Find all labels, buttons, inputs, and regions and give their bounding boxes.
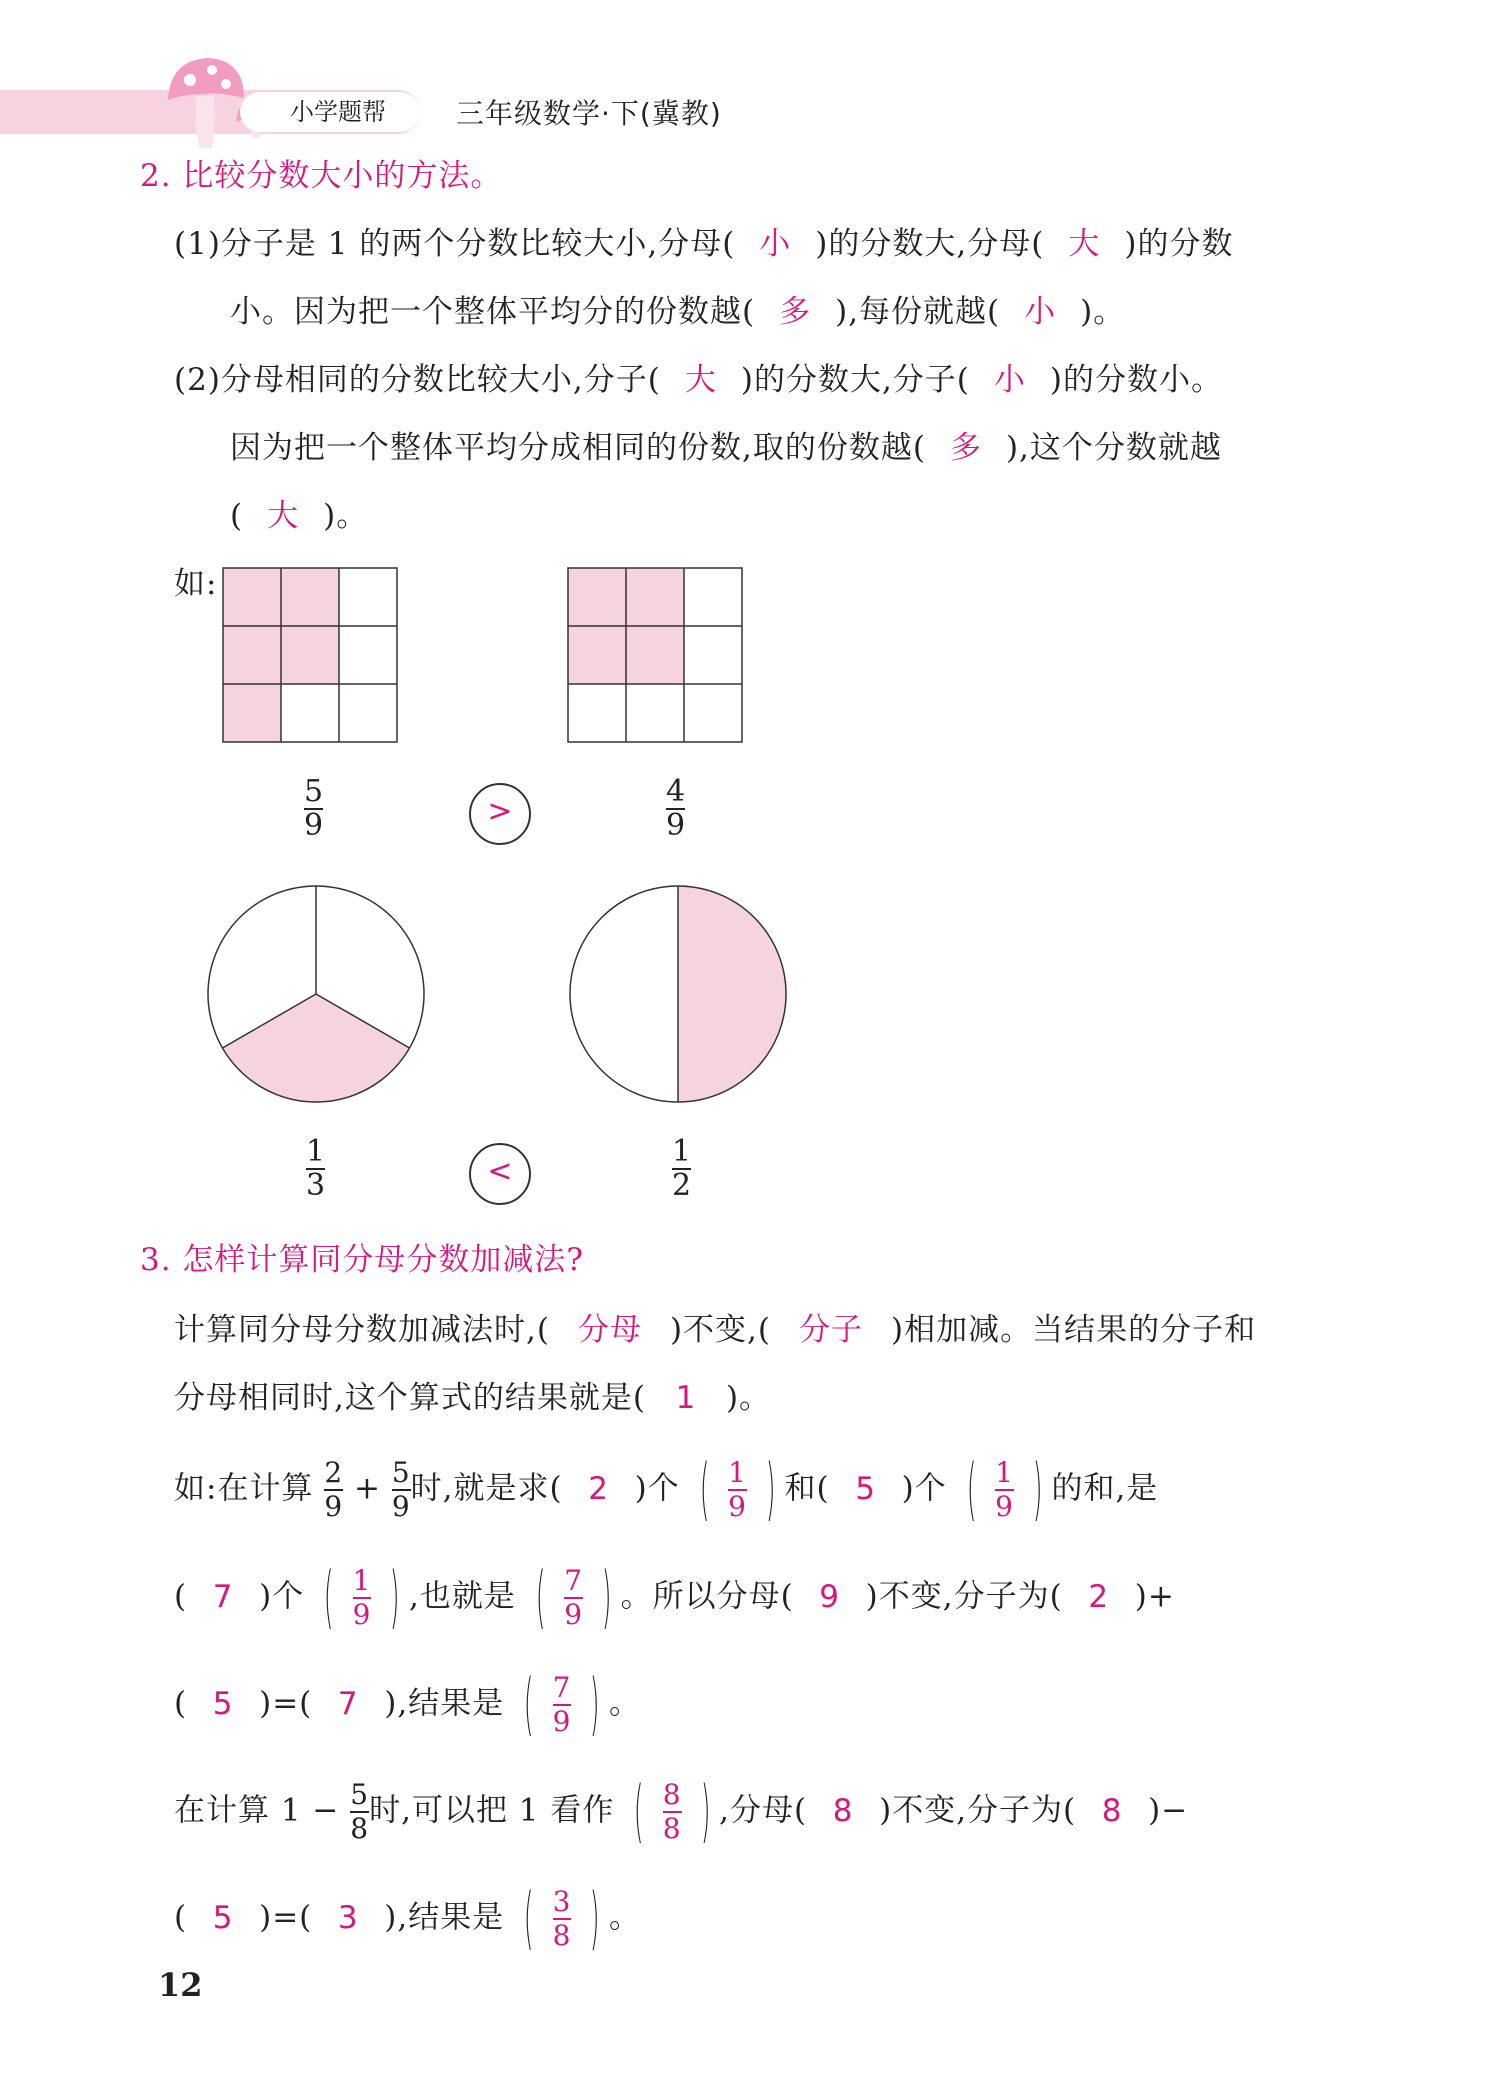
text: 如:在计算 bbox=[174, 1470, 314, 1507]
text: 和( bbox=[784, 1470, 830, 1507]
s3-line5 bbox=[174, 1665, 641, 1744]
fraction bbox=[995, 1457, 1014, 1523]
text: )个 bbox=[634, 1470, 680, 1507]
s2-p2-line2 bbox=[230, 426, 1222, 470]
text: ),这个分数就越 bbox=[1005, 430, 1222, 466]
answer: 8 bbox=[1101, 1792, 1123, 1829]
s3-line4 bbox=[174, 1558, 1175, 1637]
text: 小。因为把一个整体平均分的份数越( bbox=[230, 294, 756, 330]
denominator: 8 bbox=[662, 1812, 682, 1845]
text: 计算同分母分数加减法时,( bbox=[174, 1312, 550, 1348]
paren-answer: ( $\frac{1}{9}$ ) bbox=[324, 1558, 401, 1637]
text: )的分数小。 bbox=[1049, 362, 1223, 398]
answer: 2 bbox=[1088, 1578, 1110, 1615]
numerator: 1 bbox=[352, 1564, 372, 1597]
page-number: 12 bbox=[158, 1966, 203, 2004]
fraction-one-third bbox=[306, 1136, 325, 1202]
numerator: 1 bbox=[672, 1134, 692, 1169]
text: )个 bbox=[901, 1470, 947, 1507]
answer: 9 bbox=[819, 1578, 841, 1615]
paren-answer: ( $\frac{1}{9}$ ) bbox=[966, 1450, 1043, 1529]
answer: 分子 bbox=[799, 1312, 863, 1348]
text: 的和,是 bbox=[1051, 1470, 1159, 1507]
text: )个 bbox=[259, 1578, 305, 1615]
text: 因为把一个整体平均分成相同的份数,取的份数越( bbox=[230, 430, 926, 466]
compare-symbol-less: < bbox=[469, 1143, 531, 1205]
text: )的分数大,分子( bbox=[740, 362, 970, 398]
fraction bbox=[324, 1457, 343, 1523]
denominator: 9 bbox=[728, 1490, 747, 1523]
denominator: 3 bbox=[306, 1168, 326, 1203]
answer: 大 bbox=[267, 498, 300, 534]
circle-one-third bbox=[204, 882, 428, 1106]
fraction-four-ninths bbox=[666, 776, 685, 842]
answer: 多 bbox=[949, 430, 982, 466]
fraction bbox=[553, 1672, 572, 1738]
text: ),每份就越( bbox=[835, 294, 1001, 330]
denominator: 9 bbox=[324, 1490, 344, 1523]
plus-sign: + bbox=[354, 1470, 381, 1507]
fraction bbox=[663, 1779, 682, 1845]
paren-answer: ( $\frac{7}{9}$ ) bbox=[535, 1558, 612, 1637]
numerator: 1 bbox=[995, 1456, 1014, 1489]
text: )的分数 bbox=[1124, 226, 1234, 262]
denominator: 9 bbox=[304, 808, 324, 843]
circle-one-half bbox=[566, 882, 790, 1106]
grid-five-ninths bbox=[222, 567, 400, 745]
answer: 2 bbox=[588, 1470, 609, 1507]
s3-line1 bbox=[174, 1308, 1256, 1352]
text: )不变,分子为( bbox=[865, 1578, 1063, 1615]
numerator: 1 bbox=[728, 1456, 747, 1489]
answer: 1 bbox=[675, 1380, 697, 1416]
numerator: 5 bbox=[391, 1456, 411, 1489]
example-label: 如: bbox=[174, 566, 218, 602]
numerator: 2 bbox=[324, 1456, 344, 1489]
fraction bbox=[728, 1457, 747, 1523]
fraction bbox=[564, 1565, 583, 1631]
text: ( bbox=[174, 1578, 188, 1615]
text: )=( bbox=[259, 1899, 313, 1936]
s3-line3 bbox=[174, 1450, 1159, 1529]
compare-symbol-greater: > bbox=[469, 783, 531, 845]
answer: 5 bbox=[212, 1899, 234, 1936]
text: 。所以分母( bbox=[620, 1578, 794, 1615]
s3-line2 bbox=[174, 1376, 771, 1420]
fraction bbox=[353, 1565, 372, 1631]
answer: 5 bbox=[855, 1470, 876, 1507]
text: (1)分子是 1 的两个分数比较大小,分母( bbox=[174, 226, 736, 262]
numerator: 1 bbox=[306, 1134, 326, 1169]
numerator: 5 bbox=[350, 1778, 370, 1811]
text: )。 bbox=[323, 498, 369, 534]
text: ( bbox=[174, 1685, 188, 1722]
answer: 小 bbox=[1024, 294, 1057, 330]
answer: 多 bbox=[779, 294, 812, 330]
text: )。 bbox=[725, 1380, 772, 1416]
text: 。 bbox=[608, 1899, 641, 1936]
text: )。 bbox=[1080, 294, 1126, 330]
paren-answer: ( $\frac{3}{8}$ ) bbox=[524, 1879, 601, 1958]
header-tag: 小学题帮 bbox=[240, 92, 420, 132]
paren-answer: ( $\frac{7}{9}$ ) bbox=[524, 1665, 601, 1744]
text: ),结果是 bbox=[384, 1899, 505, 1936]
answer: 3 bbox=[337, 1899, 359, 1936]
numerator: 8 bbox=[662, 1778, 682, 1811]
text: )=( bbox=[259, 1685, 313, 1722]
denominator: 9 bbox=[995, 1490, 1014, 1523]
numerator: 5 bbox=[304, 774, 324, 809]
answer: 小 bbox=[759, 226, 792, 262]
text: ( bbox=[230, 498, 244, 534]
fraction-five-ninths bbox=[304, 776, 323, 842]
denominator: 9 bbox=[564, 1598, 584, 1631]
answer: 小 bbox=[993, 362, 1026, 398]
answer: 5 bbox=[212, 1685, 234, 1722]
denominator: 9 bbox=[666, 808, 686, 843]
denominator: 9 bbox=[552, 1705, 572, 1738]
text: ),结果是 bbox=[384, 1685, 505, 1722]
fraction bbox=[392, 1457, 411, 1523]
denominator: 8 bbox=[350, 1812, 370, 1845]
denominator: 8 bbox=[552, 1919, 572, 1952]
paren-answer: ( $\frac{8}{8}$ ) bbox=[634, 1772, 711, 1851]
paren-answer: ( $\frac{1}{9}$ ) bbox=[699, 1450, 776, 1529]
text: )不变,分子为( bbox=[879, 1792, 1077, 1829]
fraction bbox=[553, 1886, 572, 1952]
text: ( bbox=[174, 1899, 188, 1936]
text: )+ bbox=[1134, 1578, 1175, 1615]
numerator: 7 bbox=[552, 1671, 572, 1704]
answer: 7 bbox=[212, 1578, 234, 1615]
answer: 分母 bbox=[577, 1312, 642, 1348]
text: (2)分母相同的分数比较大小,分子( bbox=[174, 362, 661, 398]
fraction-one-half bbox=[672, 1136, 691, 1202]
s3-line6 bbox=[174, 1772, 1189, 1851]
answer: 7 bbox=[337, 1685, 359, 1722]
text: 分母相同时,这个算式的结果就是( bbox=[174, 1380, 646, 1416]
answer: 大 bbox=[1068, 226, 1101, 262]
text: 时,可以把 1 看作 bbox=[369, 1792, 615, 1829]
answer: 8 bbox=[832, 1792, 854, 1829]
text: )的分数大,分母( bbox=[815, 226, 1045, 262]
answer: 大 bbox=[684, 362, 717, 398]
text: 时,就是求( bbox=[410, 1470, 563, 1507]
s2-p1-line2 bbox=[230, 290, 1125, 334]
numerator: 4 bbox=[666, 774, 686, 809]
s2-p2-line1 bbox=[174, 358, 1223, 402]
header-title: 三年级数学·下(冀教) bbox=[456, 97, 722, 130]
denominator: 9 bbox=[391, 1490, 411, 1523]
denominator: 9 bbox=[352, 1598, 372, 1631]
text: )相加减。当结果的分子和 bbox=[891, 1312, 1257, 1348]
fraction bbox=[350, 1779, 369, 1845]
denominator: 2 bbox=[672, 1168, 692, 1203]
text: ,分母( bbox=[719, 1792, 808, 1829]
numerator: 7 bbox=[564, 1564, 584, 1597]
text: 。 bbox=[608, 1685, 641, 1722]
text: )− bbox=[1148, 1792, 1189, 1829]
grid-four-ninths bbox=[567, 567, 745, 745]
s2-p2-line3 bbox=[230, 494, 368, 538]
text: 在计算 1 − bbox=[174, 1792, 340, 1829]
section-2-title: 2. 比较分数大小的方法。 bbox=[140, 158, 503, 194]
numerator: 3 bbox=[552, 1885, 572, 1918]
text: ,也就是 bbox=[408, 1578, 516, 1615]
s3-line7 bbox=[174, 1879, 641, 1958]
s2-p1-line1 bbox=[174, 222, 1233, 266]
section-3-title: 3. 怎样计算同分母分数加减法? bbox=[140, 1242, 585, 1278]
text: )不变,( bbox=[669, 1312, 771, 1348]
